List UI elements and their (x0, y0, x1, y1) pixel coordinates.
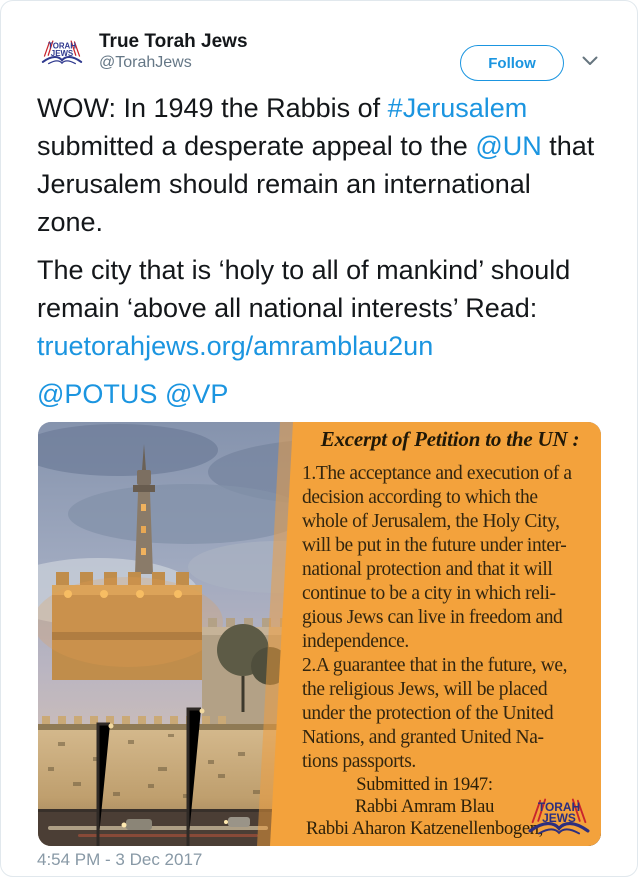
petition-line: the religious Jews, will be placed (302, 679, 548, 700)
petition-signer: Rabbi Aharon Katzenellenbogen, (305, 819, 544, 839)
hashtag-jerusalem[interactable]: #Jerusalem (387, 93, 528, 123)
petition-line: decision according to which the (302, 487, 538, 508)
text-segment: WOW: In 1949 the Rabbis of (37, 93, 388, 123)
article-link[interactable]: truetorahjews.org/amramblau2un (37, 331, 434, 361)
logo-line2: JEWS (542, 811, 576, 826)
petition-line: under the protection of the United (302, 703, 554, 724)
user-identity (99, 30, 248, 73)
petition-submitted: Submitted in 1947: (356, 775, 493, 795)
tweet-paragraph-3 (37, 375, 604, 413)
display-name[interactable]: True Torah Jews (99, 31, 248, 52)
petition-line: Nations, and granted United Na- (302, 727, 544, 748)
mention-vp[interactable]: @VP (164, 379, 229, 409)
petition-line: whole of Jerusalem, the Holy City, (302, 511, 560, 532)
text-segment: The city that is ‘holy to all of mankind’ should remain ‘above all national interests’ Read: (37, 255, 571, 323)
petition-line: 2.A guarantee that in the future, we, (302, 655, 568, 676)
follow-button[interactable]: Follow (460, 45, 564, 81)
petition-content (302, 422, 598, 846)
petition-line: gious Jews can live in freedom and (302, 607, 563, 628)
mention-un[interactable]: @UN (475, 131, 542, 161)
text-segment: that Jerusalem should remain an international zone. (37, 131, 595, 237)
avatar[interactable] (37, 32, 87, 76)
petition-signer: Rabbi Amram Blau (354, 797, 495, 817)
tweet-header (37, 30, 604, 82)
timestamp[interactable]: 4:54 PM - 3 Dec 2017 (37, 850, 203, 869)
logo-line1: TORAH (537, 799, 581, 814)
petition-line: independence. (302, 631, 409, 652)
logo-line1: TORAH (48, 41, 76, 51)
mention-potus[interactable]: @POTUS (37, 379, 158, 409)
tweet-text (37, 89, 604, 423)
chevron-down-icon[interactable] (582, 56, 598, 66)
petition-line: 1.The acceptance and execution of a (302, 463, 572, 484)
petition-credits (302, 774, 547, 840)
petition-line: will be put in the future under inter- (302, 535, 567, 556)
petition-line: tions passports. (302, 751, 416, 772)
torah-jews-logo-icon (37, 32, 87, 76)
petition-title: Excerpt of Petition to the UN : (320, 427, 580, 451)
tweet-paragraph-2 (37, 251, 604, 365)
petition-line: continue to be a city in which reli- (302, 583, 556, 604)
tweet-paragraph-1 (37, 89, 604, 241)
tweet-media[interactable] (38, 422, 601, 846)
petition-body (302, 462, 598, 774)
user-handle[interactable]: @TorahJews (99, 54, 192, 71)
text-segment: submitted a desperate appeal to the (37, 131, 476, 161)
torah-jews-logo-icon (520, 797, 598, 841)
logo-line2: JEWS (50, 49, 74, 59)
text-segment (157, 379, 165, 409)
petition-line: national protection and that it will (302, 559, 553, 580)
